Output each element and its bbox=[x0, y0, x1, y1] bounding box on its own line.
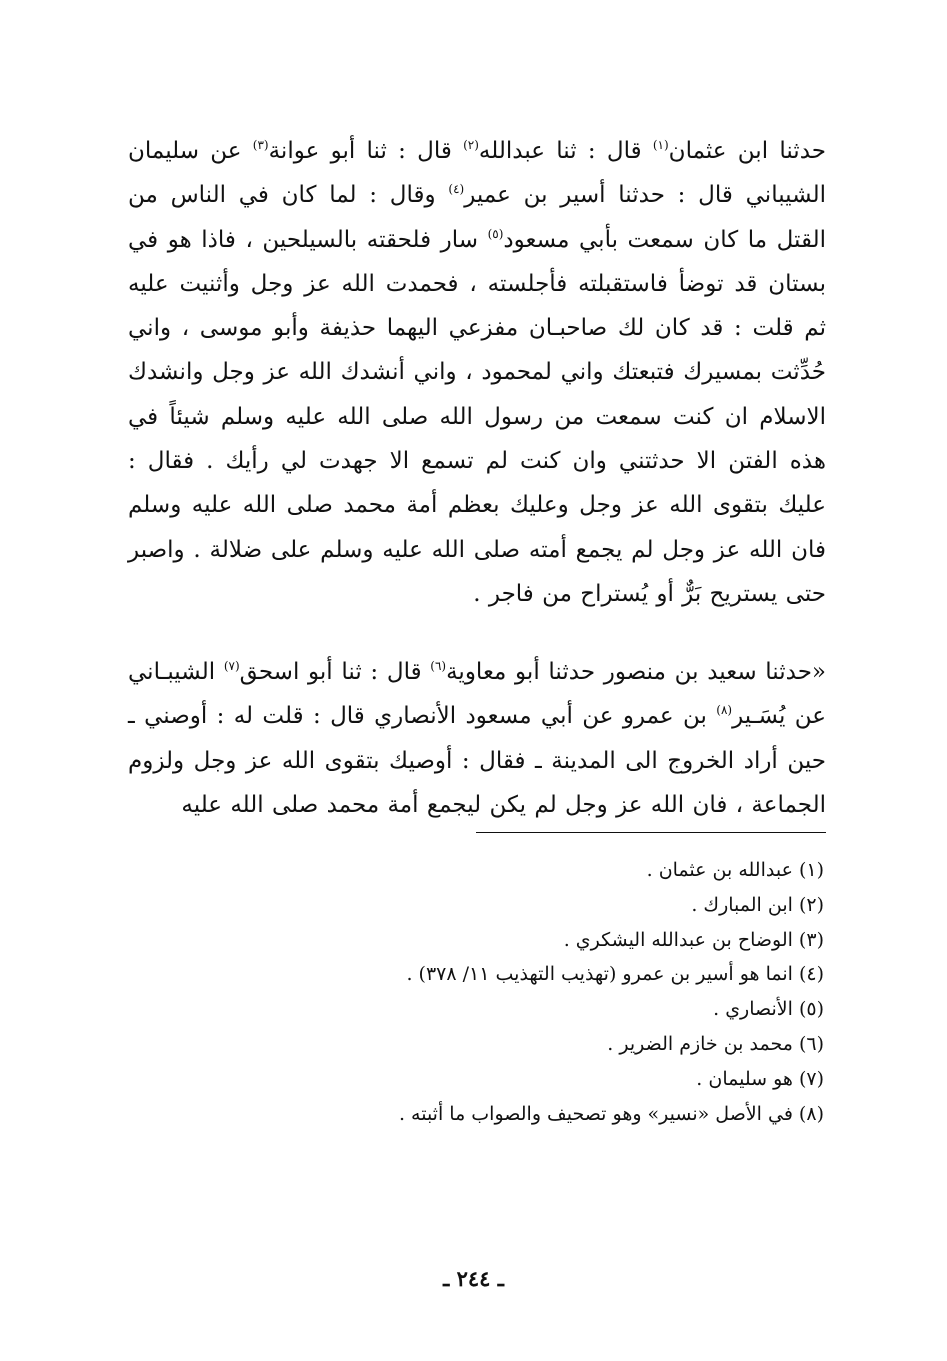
footnote-1: (١) عبدالله بن عثمان . bbox=[646, 859, 824, 881]
footnote-marker: (٨) bbox=[716, 703, 733, 718]
paragraph-text: الشيبـاني عن يُسَـير bbox=[128, 659, 826, 730]
paragraph-text: قال : ثنا أبو اسحق bbox=[239, 659, 431, 685]
footnote-marker: (٧) bbox=[223, 659, 240, 673]
paragraph-text: حدثنا ابن عثمان bbox=[668, 138, 826, 164]
footnote-6: (٦) محمد بن خازم الضرير . bbox=[607, 1032, 824, 1055]
footnote-7: (٧) هو سليمان . bbox=[696, 1067, 824, 1090]
paragraph-text: عن سليمان الشيباني قال : حدثنا أسير بن عمير bbox=[128, 138, 827, 209]
footnote-3: (٣) الوضاح بن عبدالله اليشكري . bbox=[563, 928, 824, 951]
paragraph-text: «حدثنا سعيد بن منصور حدثنا أبو معاوية bbox=[446, 659, 826, 685]
footnote-divider bbox=[476, 832, 826, 833]
footnote-5: (٥) الأنصاري . bbox=[713, 998, 824, 1021]
paragraph-text: وقال : لما كان في الناس من القتل ما كان سمعت بأبي مسعود bbox=[128, 182, 826, 253]
footnotes-list bbox=[300, 853, 824, 1131]
body-paragraph-1 bbox=[128, 129, 826, 616]
paragraph-text: سار فلحقته بالسيلحين ، فاذا هو في بستان قد توضأ فاستقبلته فأجلسته ، فحمدت الله عز وجل وأثنيت عليه ثم قلت : قد كان لك صاحبـان مفزعي اليهما حذيفة وأبو موسى ، واني حُدِّثت بمسيرك فتبعتك واني لمحمود ، واني أنشدك الله عز وجل وانشدك الاسلام ان كنت سمعت من رسول الله صلى الله عليه وسلم شيئاً في هذه الفتن الا حدثتني وان كنت لم تسمع الا جهدت لي رأيك . فقال : عليك بتقوى الله عز وجل وعليك بعظم أمة محمد صلى الله عليه وسلم فان الله عز وجل لم يجمع أمته صلى الله عليه وسلم على ضلالة . واصبر حتى يستريح بَرٌّ أو يُستراح من فاجر . bbox=[128, 226, 826, 607]
paragraph-text: قال : ثنا عبدالله bbox=[478, 138, 653, 164]
footnote-4: (٤) انما هو أسير بن عمرو (تهذيب التهذيب ١١/ ٣٧٨) . bbox=[406, 963, 824, 986]
footnote-marker: (٥) bbox=[487, 226, 504, 241]
footnote-8: (٨) في الأصل «نسير» وهو تصحيف والصواب ما أثبته . bbox=[398, 1102, 824, 1125]
footnote-marker: (١) bbox=[652, 138, 669, 152]
body-paragraph-2 bbox=[128, 650, 826, 827]
footnote-marker: (٣) bbox=[252, 138, 269, 152]
footnote-marker: (٢) bbox=[463, 138, 479, 152]
footnote-2: (٢) ابن المبارك . bbox=[691, 893, 824, 916]
paragraph-text: قال : ثنا أبو عوانة bbox=[268, 138, 464, 164]
footnote-marker: (٤) bbox=[448, 182, 465, 197]
footnote-marker: (٦) bbox=[430, 659, 447, 673]
page-number: ـ ٢٤٤ ـ bbox=[443, 1266, 504, 1291]
paragraph-text: بن عمرو عن أبي مسعود الأنصاري قال : قلت له : أوصني ـ حين أراد الخروج الى المدينة ـ فقال : أوصيك بتقوى الله عز وجل ولزوم الجماعة ، فان الله عز وجل لم يكن ليجمع أمة محمد صلى الله عليه bbox=[128, 703, 826, 818]
